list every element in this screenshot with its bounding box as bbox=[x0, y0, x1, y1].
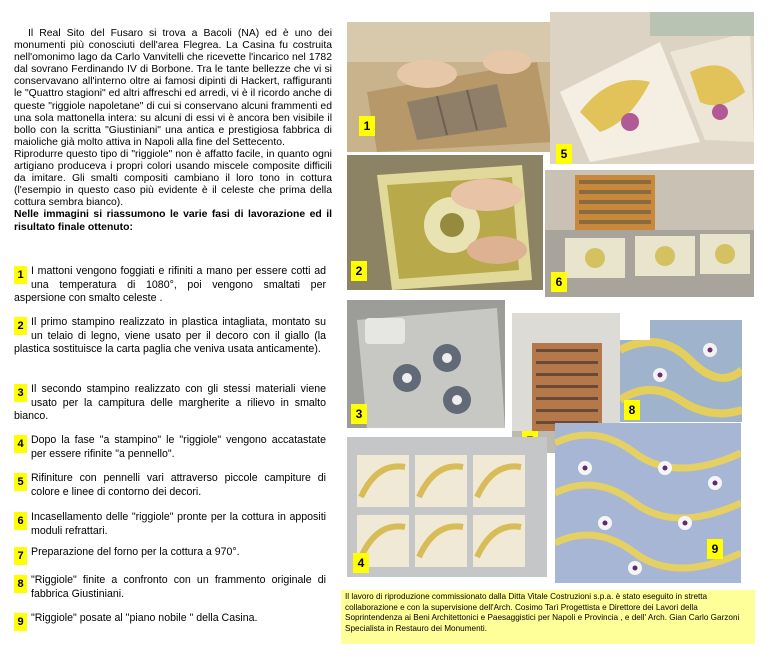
step-9 bbox=[14, 612, 326, 631]
step-text: "Riggiole" finite a confronto con un frammento originale di fabbrica Giustiniani. bbox=[31, 574, 326, 600]
photo-number: 5 bbox=[556, 144, 572, 164]
step-6 bbox=[14, 511, 326, 538]
step-badge: 9 bbox=[14, 613, 27, 631]
step-text: Preparazione del forno per la cottura a 970°. bbox=[31, 546, 240, 558]
photo-5-image bbox=[550, 12, 754, 164]
photo-4-image bbox=[347, 437, 547, 577]
step-text: "Riggiole" posate al "piano nobile " della Casina. bbox=[31, 612, 258, 624]
intro-text bbox=[14, 28, 332, 234]
step-badge: 7 bbox=[14, 547, 27, 565]
step-4 bbox=[14, 434, 326, 461]
credits-caption: Il lavoro di riproduzione commissionato dalla Ditta Vitale Costruzioni s.p.a. è stato eseguito in stretta collaborazione e con la supervisione dell'Arch. Cosimo Tarì Progettista e Direttore dei Lavori della Soprintendenza ai Beni Architettonici e Paesaggistici per Napoli e Provincia , e dell' Arch. Gian Carlo Garzoni Specialista in Restauro dei Monumenti. bbox=[341, 590, 755, 644]
step-badge: 3 bbox=[14, 384, 27, 402]
photo-9-image bbox=[555, 423, 741, 583]
photo-number: 8 bbox=[624, 400, 640, 420]
photo-number: 2 bbox=[351, 261, 367, 281]
step-1 bbox=[14, 265, 326, 306]
step-badge: 1 bbox=[14, 266, 27, 284]
photo-6-image bbox=[545, 170, 754, 297]
photo-number: 1 bbox=[359, 116, 375, 136]
step-3 bbox=[14, 383, 326, 424]
photo-1 bbox=[347, 22, 557, 152]
step-text: Rifiniture con pennelli vari attraverso piccole campiture di colore e linee di contorno dei decori. bbox=[31, 472, 326, 498]
photo-number: 4 bbox=[353, 553, 369, 573]
photo-number: 9 bbox=[707, 539, 723, 559]
photo-number: 3 bbox=[351, 404, 367, 424]
step-2 bbox=[14, 316, 326, 357]
step-text: Dopo la fase "a stampino" le "riggiole" vengono accatastate per essere rifinite "a pennello". bbox=[31, 434, 326, 460]
step-text: Il primo stampino realizzato in plastica intagliata, montato su un telaio di legno, viene usato per il decoro con il giallo (la plastica sostituisce la carta paglia che veniva usata anticamente). bbox=[14, 316, 326, 355]
photo-3-image bbox=[347, 300, 505, 428]
step-text: Il secondo stampino realizzato con gli stessi materiali viene usato per la campitura delle margherite a rilievo in smalto bianco. bbox=[14, 383, 326, 422]
photo-number: 6 bbox=[551, 272, 567, 292]
step-text: I mattoni vengono foggiati e rifiniti a mano per essere cotti ad una temperatura di 1080°, poi vengono smaltati per aspersione con smalto celeste . bbox=[14, 265, 326, 304]
step-badge: 6 bbox=[14, 512, 27, 530]
photo-6 bbox=[545, 170, 754, 297]
step-badge: 4 bbox=[14, 435, 27, 453]
photo-2-image bbox=[347, 155, 543, 290]
step-text: Incasellamento delle "riggiole" pronte per la cottura in appositi moduli refrattari. bbox=[31, 511, 326, 537]
step-7 bbox=[14, 546, 326, 565]
step-8 bbox=[14, 574, 326, 601]
step-badge: 8 bbox=[14, 575, 27, 593]
photo-3 bbox=[347, 300, 505, 428]
photo-1-image bbox=[347, 22, 557, 152]
photo-2 bbox=[347, 155, 543, 290]
photo-5 bbox=[550, 12, 754, 164]
photo-8 bbox=[620, 320, 742, 422]
intro-paragraph-1: Il Real Sito del Fusaro si trova a Bacoli (NA) ed è uno dei monumenti più conosciuti dell'area Flegrea. La Casina fu costruita nell'omonimo lago da Carlo Vanvitelli che ricevette l'incarico nel 1782 dal sovrano Ferdinando IV di Borbone. Tra le tante bellezze che vi si conservavano all'interno oltre ai famosi dipinti di Hackert, raffiguranti le "Quattro stagioni" ed altri affreschi ed arredi, vi è il ricordo anche di queste "riggiole napoletane" di cui si conservano alcuni frammenti ed una sola mattonella intera: su alcuni di essi vi è ancora ben visibile il bollo con la scritta "Giustiniani" una antica e prestigiosa fabbrica di maioliche già molto attiva in Napoli alla fine del Settecento. bbox=[14, 28, 332, 148]
photo-4 bbox=[347, 437, 547, 577]
step-badge: 5 bbox=[14, 473, 27, 491]
photo-9 bbox=[555, 423, 741, 583]
step-5 bbox=[14, 472, 326, 499]
step-badge: 2 bbox=[14, 317, 27, 335]
intro-paragraph-2: Riprodurre questo tipo di "riggiole" non è affatto facile, in quanto ogni artigiano produceva i propri colori usando miscele composite difficili da imitare. Gli smalti compositi cambiano il loro tono in cottura (l'esempio in questo caso più evidente è il celeste che prima della cottura sembra bianco). bbox=[14, 148, 332, 209]
intro-paragraph-3: Nelle immagini si riassumono le varie fasi di lavorazione ed il risultato finale ottenuto: bbox=[14, 209, 332, 233]
